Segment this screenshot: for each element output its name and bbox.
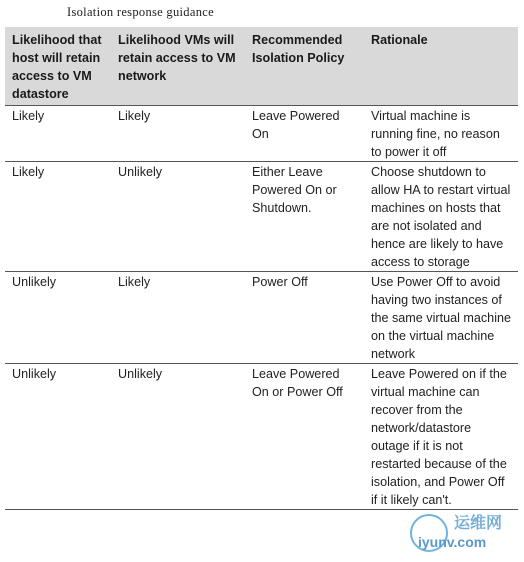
site-watermark — [410, 510, 520, 558]
isolation-response-table-container — [5, 27, 518, 510]
table-row — [5, 272, 518, 364]
watermark-title: 运维网 — [454, 515, 503, 532]
table-row — [5, 106, 518, 162]
watermark-domain: iyunv.com — [418, 534, 487, 550]
header-rationale: Rationale — [371, 33, 428, 47]
cell-network-likelihood: Likely — [118, 275, 151, 289]
cell-rationale: Virtual machine is running fine, no reason to power it off — [371, 109, 500, 159]
cell-recommended-policy: Either Leave Powered On or Shutdown. — [252, 165, 337, 215]
cell-rationale: Choose shutdown to allow HA to restart virtual machines on hosts that are not isolated and hence are likely to have access to storage — [371, 165, 511, 269]
table-header — [5, 27, 518, 106]
cell-datastore-likelihood: Unlikely — [12, 275, 57, 289]
cell-datastore-likelihood: Likely — [12, 109, 45, 123]
table-caption: Isolation response guidance — [67, 5, 214, 19]
cell-rationale: Use Power Off to avoid having two instances of the same virtual machine on the virtual machine network — [371, 275, 511, 361]
isolation-response-table — [5, 27, 518, 510]
table-row — [5, 162, 518, 272]
cell-datastore-likelihood: Likely — [12, 165, 45, 179]
cell-network-likelihood: Likely — [118, 109, 151, 123]
cell-datastore-likelihood: Unlikely — [12, 367, 57, 381]
header-datastore-likelihood: Likelihood that host will retain access to VM datastore — [12, 33, 102, 101]
cell-recommended-policy: Power Off — [252, 275, 308, 289]
cell-network-likelihood: Unlikely — [118, 367, 163, 381]
table-body — [5, 106, 518, 510]
cell-rationale: Leave Powered on if the virtual machine can recover from the network/datastore outage if it is not restarted because of the isolation, and Power Off if it likely can't. — [371, 367, 507, 507]
cell-network-likelihood: Unlikely — [118, 165, 163, 179]
header-row — [5, 27, 518, 106]
header-network-likelihood: Likelihood VMs will retain access to VM network — [118, 33, 236, 83]
header-recommended-policy: Recommended Isolation Policy — [252, 33, 345, 65]
table-row — [5, 364, 518, 510]
cell-recommended-policy: Leave Powered On — [252, 109, 340, 141]
cell-recommended-policy: Leave Powered On or Power Off — [252, 367, 343, 399]
